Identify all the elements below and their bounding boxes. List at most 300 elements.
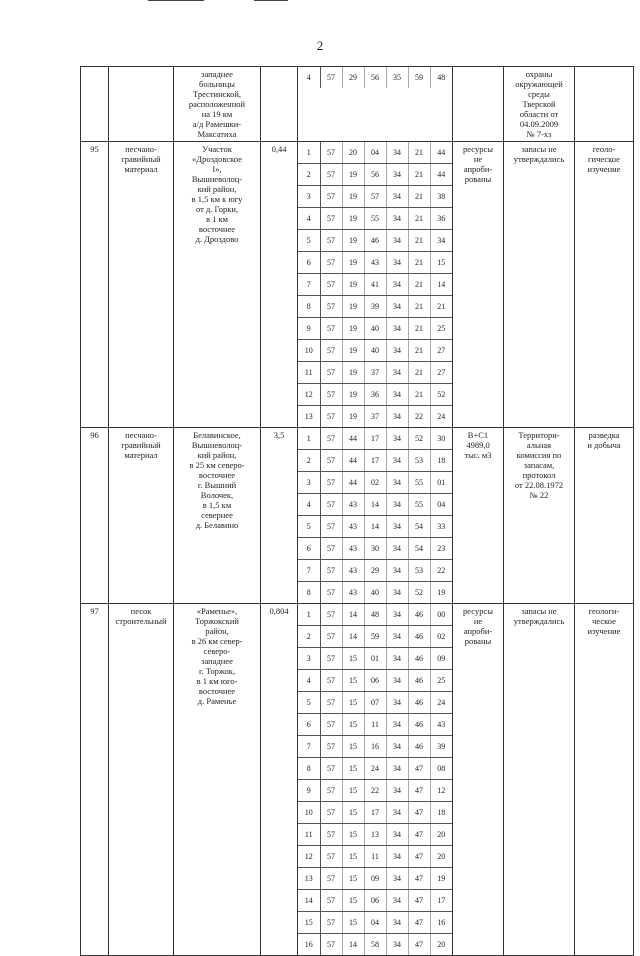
coordinate-row (298, 340, 452, 362)
page-number: 2 (316, 38, 324, 53)
deposit-row (81, 142, 634, 428)
cell-reserves: В+С1 4989,0 тыс. м3 (453, 428, 504, 604)
coordinate-value: 34 (386, 582, 408, 604)
cell-reserves: ресурсы не апроби- рованы (453, 604, 504, 956)
coordinate-value: 57 (320, 868, 342, 890)
coordinate-value: 52 (430, 384, 452, 406)
point-number: 3 (298, 648, 320, 670)
coordinate-value: 44 (430, 142, 452, 164)
coordinate-value: 15 (342, 736, 364, 758)
coordinate-value: 15 (342, 846, 364, 868)
coordinate-value: 14 (430, 274, 452, 296)
cell-num: 96 (81, 428, 109, 604)
coordinate-value: 19 (342, 164, 364, 186)
coordinate-value: 57 (320, 692, 342, 714)
coordinate-value: 17 (364, 450, 386, 472)
coordinate-value: 34 (386, 604, 408, 626)
coordinate-value: 24 (364, 758, 386, 780)
cell-num: 97 (81, 604, 109, 956)
coordinate-value: 18 (430, 802, 452, 824)
coordinate-value: 22 (430, 560, 452, 582)
coordinate-value: 19 (430, 868, 452, 890)
coordinate-value: 15 (342, 824, 364, 846)
coordinate-value: 41 (364, 274, 386, 296)
coordinate-value: 57 (320, 67, 342, 88)
cell-approval: охраны окружающей среды Тверской области от 04.09.2009 № 7-хз (504, 67, 575, 142)
coordinate-value: 44 (430, 164, 452, 186)
coordinate-row (298, 516, 452, 538)
coordinate-value: 52 (408, 582, 430, 604)
coordinate-value: 34 (386, 648, 408, 670)
point-number: 1 (298, 142, 320, 164)
cell-reserves: ресурсы не апроби- рованы (453, 142, 504, 428)
coordinate-value: 15 (342, 714, 364, 736)
point-number: 7 (298, 560, 320, 582)
coordinate-value: 21 (408, 362, 430, 384)
coordinate-value: 15 (342, 868, 364, 890)
coordinate-value: 29 (342, 67, 364, 88)
coordinate-value: 21 (408, 318, 430, 340)
coordinate-value: 55 (408, 494, 430, 516)
coordinate-value: 21 (408, 164, 430, 186)
coordinate-value: 57 (320, 384, 342, 406)
coordinate-value: 44 (342, 428, 364, 450)
coordinate-value: 57 (320, 890, 342, 912)
coordinate-value: 19 (342, 362, 364, 384)
coordinate-value: 34 (386, 252, 408, 274)
coordinate-value: 19 (437, 587, 446, 597)
point-number: 5 (298, 230, 320, 252)
coordinate-value: 29 (364, 560, 386, 582)
coordinate-value: 57 (320, 538, 342, 560)
point-number: 4 (298, 670, 320, 692)
coordinate-value: 34 (386, 670, 408, 692)
scan-mark-left (148, 0, 204, 1)
coordinate-row (298, 736, 452, 758)
coordinate-row (298, 868, 452, 890)
coordinates-cell (298, 142, 453, 428)
coordinate-value: 57 (320, 516, 342, 538)
point-number: 3 (298, 472, 320, 494)
point-number: 7 (298, 736, 320, 758)
coordinate-value: 37 (364, 362, 386, 384)
coordinate-value: 21 (408, 340, 430, 362)
coordinate-value: 34 (386, 538, 408, 560)
coordinate-value: 55 (408, 472, 430, 494)
coordinate-value: 15 (342, 802, 364, 824)
cell-material: песок строительный (109, 604, 174, 956)
point-number: 13 (298, 868, 320, 890)
coordinate-value: 59 (408, 67, 430, 88)
coordinate-value: 57 (320, 164, 342, 186)
coordinate-value: 15 (342, 912, 364, 934)
coordinate-value: 56 (364, 67, 386, 88)
point-number: 13 (298, 406, 320, 428)
coordinate-row (298, 472, 452, 494)
coordinate-value: 07 (364, 692, 386, 714)
coordinate-value: 21 (408, 230, 430, 252)
coordinate-value: 57 (364, 186, 386, 208)
coordinate-value: 57 (320, 824, 342, 846)
coordinate-row (298, 230, 452, 252)
coordinate-value: 19 (342, 340, 364, 362)
point-number: 9 (298, 318, 320, 340)
coordinate-row (298, 780, 452, 802)
point-number: 2 (298, 164, 320, 186)
coordinate-row (298, 362, 452, 384)
point-number: 14 (298, 890, 320, 912)
coordinate-value: 57 (320, 648, 342, 670)
coordinate-value: 46 (408, 692, 430, 714)
coordinate-value: 34 (386, 472, 408, 494)
coordinate-value: 34 (386, 934, 408, 956)
coordinate-value: 37 (364, 406, 386, 428)
coordinate-row (298, 164, 452, 186)
deposit-row (81, 428, 634, 604)
coordinate-row (298, 934, 452, 956)
coordinate-row (298, 626, 452, 648)
coordinate-value: 57 (320, 296, 342, 318)
coordinate-value: 13 (364, 824, 386, 846)
coordinate-value: 27 (430, 362, 452, 384)
coordinate-value: 44 (342, 472, 364, 494)
deposit-row (81, 67, 634, 142)
coordinate-value: 54 (408, 516, 430, 538)
coordinate-value: 48 (364, 604, 386, 626)
coordinate-value: 01 (430, 472, 452, 494)
coordinate-row (298, 296, 452, 318)
coordinate-value: 15 (430, 252, 452, 274)
coordinate-value: 34 (386, 384, 408, 406)
coordinate-value: 34 (386, 824, 408, 846)
coordinate-value: 34 (386, 868, 408, 890)
coordinate-value: 21 (408, 208, 430, 230)
coordinate-row (298, 692, 452, 714)
coordinate-value: 15 (342, 890, 364, 912)
coordinate-value: 57 (320, 230, 342, 252)
cell-num (81, 67, 109, 142)
point-number: 6 (298, 714, 320, 736)
cell-purpose: разведка и добыча (575, 428, 634, 604)
coordinate-value: 54 (408, 538, 430, 560)
coordinate-value: 47 (408, 846, 430, 868)
point-number: 5 (298, 692, 320, 714)
point-number: 2 (298, 450, 320, 472)
coordinate-value: 55 (364, 208, 386, 230)
coordinate-value: 14 (342, 626, 364, 648)
coordinate-value: 34 (386, 714, 408, 736)
coordinate-value: 57 (320, 362, 342, 384)
coordinate-value: 34 (386, 758, 408, 780)
coordinate-value: 57 (320, 406, 342, 428)
point-number: 8 (298, 296, 320, 318)
cell-purpose: геологи- ческое изучение (575, 604, 634, 956)
coordinate-value: 57 (320, 560, 342, 582)
point-number: 5 (298, 516, 320, 538)
coordinate-row (298, 428, 452, 450)
coordinate-value: 34 (386, 362, 408, 384)
coordinate-value: 57 (320, 714, 342, 736)
coordinate-row (298, 274, 452, 296)
coordinate-value: 57 (320, 274, 342, 296)
coordinate-value: 43 (342, 560, 364, 582)
coordinate-value: 19 (342, 274, 364, 296)
coordinates-table (298, 142, 452, 427)
coordinate-value: 19 (342, 406, 364, 428)
coordinate-value: 17 (364, 428, 386, 450)
coordinate-value: 06 (364, 890, 386, 912)
coordinate-value: 34 (386, 296, 408, 318)
cell-purpose (575, 67, 634, 142)
point-number: 7 (298, 274, 320, 296)
coordinate-value: 36 (430, 208, 452, 230)
coordinate-value: 06 (364, 670, 386, 692)
point-number: 10 (298, 340, 320, 362)
coordinate-value: 43 (364, 252, 386, 274)
coordinate-value: 34 (386, 450, 408, 472)
coordinate-value: 53 (408, 560, 430, 582)
cell-area: 0,44 (261, 142, 298, 428)
coordinate-row (298, 67, 452, 88)
coordinate-value: 34 (386, 846, 408, 868)
cell-approval: запасы не утверждались (504, 142, 575, 428)
coordinates-table (298, 428, 452, 603)
coordinate-value: 21 (430, 296, 452, 318)
coordinate-value: 34 (386, 340, 408, 362)
coordinate-value: 57 (320, 450, 342, 472)
cell-location: западнее больницы Трестинской, расположенной на 19 км а/д Рамешки- Максатиха (174, 67, 261, 142)
coordinate-value: 46 (408, 736, 430, 758)
cell-material: песчано- гравийный материал (109, 428, 174, 604)
coordinate-value: 20 (430, 824, 452, 846)
coordinate-row (298, 450, 452, 472)
coordinate-value: 43 (342, 538, 364, 560)
coordinate-value: 21 (408, 296, 430, 318)
coordinate-value: 46 (408, 670, 430, 692)
cell-material: песчано- гравийный материал (109, 142, 174, 428)
coordinate-value: 19 (342, 318, 364, 340)
point-number: 3 (298, 186, 320, 208)
coordinate-value: 16 (430, 912, 452, 934)
coordinate-row (298, 252, 452, 274)
coordinate-value: 14 (364, 494, 386, 516)
coordinate-value: 57 (320, 670, 342, 692)
coordinate-value: 46 (408, 714, 430, 736)
cell-area (261, 67, 298, 142)
cell-material (109, 67, 174, 142)
point-number: 6 (298, 538, 320, 560)
coordinate-value: 46 (408, 626, 430, 648)
coordinate-value: 22 (408, 406, 430, 428)
coordinate-value: 57 (320, 846, 342, 868)
coordinate-row (298, 714, 452, 736)
coordinate-value: 57 (320, 626, 342, 648)
coordinate-row (298, 648, 452, 670)
scan-mark-right (254, 0, 288, 1)
coordinate-value: 15 (342, 670, 364, 692)
coordinate-value: 21 (408, 252, 430, 274)
cell-approval: Территори- альная комиссия по запасам, протокол от 22.08.1972 № 22 (504, 428, 575, 604)
coordinate-value: 57 (320, 758, 342, 780)
point-number: 15 (298, 912, 320, 934)
coordinate-value: 38 (430, 186, 452, 208)
coordinate-value: 34 (386, 230, 408, 252)
point-number: 10 (298, 802, 320, 824)
coordinate-value: 34 (386, 802, 408, 824)
coordinate-value: 04 (364, 912, 386, 934)
coordinate-value: 34 (386, 318, 408, 340)
cell-num: 95 (81, 142, 109, 428)
point-number: 11 (298, 824, 320, 846)
coordinate-value: 33 (430, 516, 452, 538)
coordinate-value: 40 (364, 582, 386, 604)
coordinate-value: 57 (320, 604, 342, 626)
coordinate-value: 01 (364, 648, 386, 670)
point-number: 16 (298, 934, 320, 956)
coordinate-value: 04 (364, 142, 386, 164)
coordinate-value: 48 (437, 72, 446, 82)
coordinate-value: 11 (364, 714, 386, 736)
coordinate-value: 59 (364, 626, 386, 648)
coordinate-value: 47 (408, 934, 430, 956)
coordinate-value: 47 (408, 868, 430, 890)
coordinates-cell (298, 428, 453, 604)
coordinate-value: 34 (430, 230, 452, 252)
coordinate-value: 57 (320, 802, 342, 824)
coordinate-value: 34 (386, 890, 408, 912)
coordinate-value: 21 (408, 142, 430, 164)
coordinate-value: 04 (430, 494, 452, 516)
coordinate-value: 34 (386, 736, 408, 758)
point-number: 12 (298, 846, 320, 868)
coordinate-value: 34 (386, 494, 408, 516)
coordinate-value: 39 (430, 736, 452, 758)
coordinate-value: 34 (386, 274, 408, 296)
coordinate-value: 14 (342, 604, 364, 626)
coordinate-value: 47 (408, 824, 430, 846)
point-number: 4 (298, 494, 320, 516)
coordinate-row (298, 912, 452, 934)
coordinate-value: 57 (320, 780, 342, 802)
coordinate-value: 15 (342, 780, 364, 802)
coordinate-value: 34 (386, 560, 408, 582)
coordinate-value: 47 (408, 802, 430, 824)
point-number: 6 (298, 252, 320, 274)
coordinate-value: 30 (364, 538, 386, 560)
coordinate-value: 57 (320, 472, 342, 494)
point-number: 8 (298, 582, 320, 604)
coordinate-value: 24 (430, 692, 452, 714)
coordinate-value: 57 (320, 186, 342, 208)
coordinate-value: 09 (430, 648, 452, 670)
coordinate-value: 19 (342, 230, 364, 252)
coordinate-row (298, 890, 452, 912)
coordinate-value: 53 (408, 450, 430, 472)
coordinate-row (298, 604, 452, 626)
coordinate-value: 43 (342, 494, 364, 516)
coordinate-value: 25 (430, 318, 452, 340)
deposits-table (80, 66, 634, 956)
coordinate-value: 46 (408, 604, 430, 626)
coordinate-value: 24 (437, 411, 446, 421)
coordinate-value: 52 (408, 428, 430, 450)
coordinate-value: 12 (430, 780, 452, 802)
coordinate-value: 09 (364, 868, 386, 890)
coordinate-value: 46 (408, 648, 430, 670)
coordinate-value: 57 (320, 582, 342, 604)
coordinate-row (298, 758, 452, 780)
coordinate-value: 20 (437, 939, 446, 949)
cell-area: 0,804 (261, 604, 298, 956)
point-number: 9 (298, 780, 320, 802)
coordinate-value: 17 (430, 890, 452, 912)
cell-location: «Раменье», Торжокский район, в 26 км север- северо- западнее г. Торжок, в 1 км юго- восточнее д. Раменье (174, 604, 261, 956)
coordinate-row (298, 846, 452, 868)
coordinate-value: 22 (364, 780, 386, 802)
coordinate-value: 21 (408, 384, 430, 406)
point-number: 4 (298, 208, 320, 230)
coordinate-value: 15 (342, 648, 364, 670)
cell-approval: запасы не утверждались (504, 604, 575, 956)
coordinate-value: 34 (386, 164, 408, 186)
point-number: 12 (298, 384, 320, 406)
coordinate-row (298, 538, 452, 560)
cell-purpose: геоло- гическое изучение (575, 142, 634, 428)
coordinate-value: 47 (408, 780, 430, 802)
coordinate-row (298, 802, 452, 824)
coordinate-value: 25 (430, 670, 452, 692)
coordinate-row (298, 318, 452, 340)
coordinate-value: 47 (408, 758, 430, 780)
coordinate-value: 57 (320, 208, 342, 230)
coordinate-value: 57 (320, 736, 342, 758)
coordinate-value: 19 (342, 252, 364, 274)
coordinate-value: 19 (342, 384, 364, 406)
coordinate-value: 34 (386, 626, 408, 648)
coordinate-value: 43 (342, 516, 364, 538)
coordinate-value: 57 (320, 428, 342, 450)
coordinates-table (298, 604, 452, 955)
coordinate-value: 21 (408, 186, 430, 208)
coordinate-value: 34 (386, 406, 408, 428)
cell-reserves (453, 67, 504, 142)
coordinate-row (298, 824, 452, 846)
coordinate-value: 44 (342, 450, 364, 472)
coordinate-row (298, 582, 452, 604)
deposit-row (81, 604, 634, 956)
point-number: 1 (298, 604, 320, 626)
coordinate-row (298, 142, 452, 164)
coordinate-row (298, 208, 452, 230)
coordinate-value: 47 (408, 912, 430, 934)
coordinate-value: 35 (386, 67, 408, 88)
coordinate-value: 43 (342, 582, 364, 604)
coordinate-value: 23 (430, 538, 452, 560)
coordinate-value: 08 (430, 758, 452, 780)
coordinate-value: 11 (364, 846, 386, 868)
coordinate-value: 47 (408, 890, 430, 912)
coordinate-value: 17 (364, 802, 386, 824)
coordinate-value: 02 (430, 626, 452, 648)
coordinate-value: 34 (386, 142, 408, 164)
coordinate-value: 57 (320, 142, 342, 164)
coordinate-value: 40 (364, 340, 386, 362)
coordinate-value: 34 (386, 208, 408, 230)
point-number: 11 (298, 362, 320, 384)
cell-location: Участок «Дроздовское I», Вышневолоц- кий район, в 1,5 км к югу от д. Горки, в 1 км восточнее д. Дроздово (174, 142, 261, 428)
coordinate-value: 14 (364, 516, 386, 538)
point-number: 4 (298, 67, 320, 88)
